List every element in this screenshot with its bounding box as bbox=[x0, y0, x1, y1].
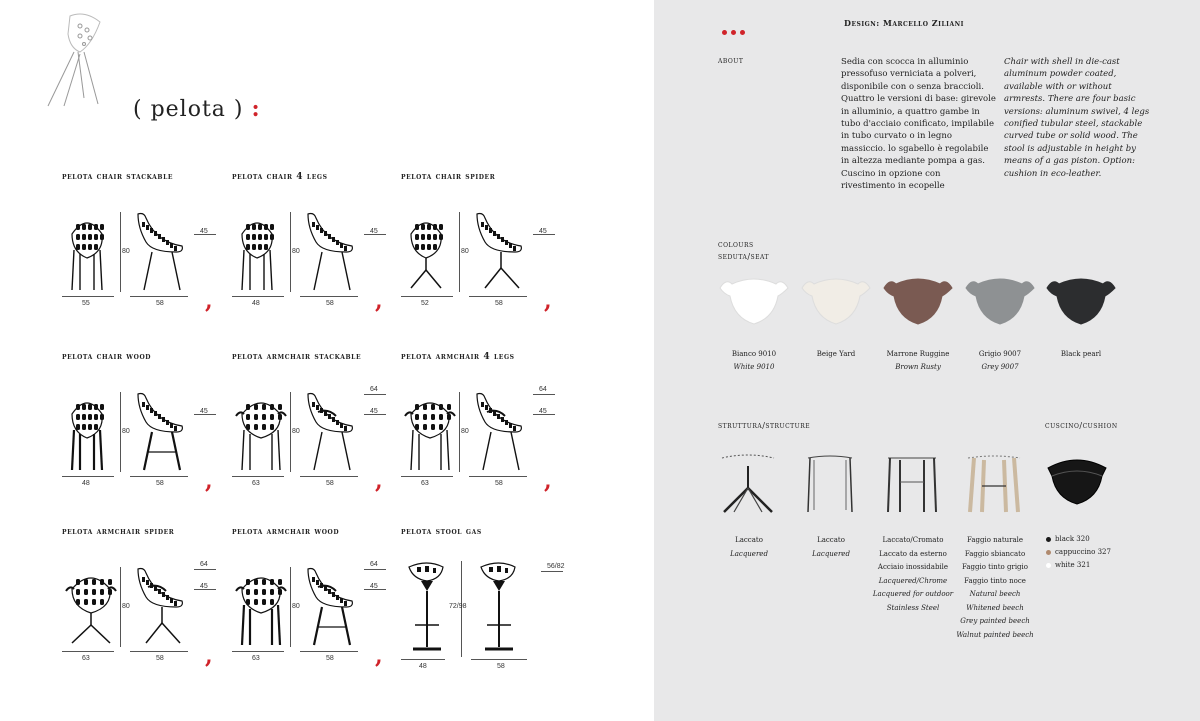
height-dimension: 80 bbox=[292, 603, 300, 610]
dimension-divider bbox=[290, 212, 291, 292]
structure-label-text: Laccato Lacquered bbox=[812, 536, 850, 558]
product-name: pelota armchair 4 legs bbox=[401, 352, 515, 362]
side-width-dimension: 58 bbox=[497, 663, 505, 670]
chair-side-view bbox=[134, 567, 190, 649]
red-dots-icon bbox=[722, 20, 745, 39]
structure-image bbox=[800, 454, 862, 516]
dimension-divider bbox=[120, 212, 121, 292]
front-width-line bbox=[401, 476, 453, 477]
front-width-line bbox=[232, 476, 284, 477]
side-width-dimension: 58 bbox=[495, 480, 503, 487]
side-width-line bbox=[130, 651, 188, 652]
front-width-dimension: 63 bbox=[252, 655, 260, 662]
swatch-shape bbox=[964, 278, 1036, 328]
chair-side-view bbox=[475, 561, 527, 653]
chair-side-view bbox=[304, 567, 360, 649]
side-width-dimension: 58 bbox=[326, 655, 334, 662]
cushion-colour-item bbox=[1046, 535, 1090, 543]
height-dimension: 80 bbox=[461, 428, 469, 435]
chair-front-view bbox=[234, 567, 298, 649]
side-width-dimension: 58 bbox=[156, 480, 164, 487]
product-name: pelota chair spider bbox=[401, 172, 496, 182]
about-label: about bbox=[718, 56, 744, 65]
side-width-line bbox=[130, 296, 188, 297]
arm-height-dimension: 64 bbox=[370, 386, 378, 393]
product-name: pelota armchair stackable bbox=[232, 352, 362, 362]
swatch-shape bbox=[718, 278, 790, 328]
chair-side-view bbox=[473, 212, 529, 294]
chair-front-view bbox=[403, 392, 467, 474]
red-comma-mark: , bbox=[544, 288, 552, 314]
product-name: pelota armchair wood bbox=[232, 527, 340, 537]
front-width-line bbox=[401, 659, 445, 660]
red-comma-mark: , bbox=[375, 468, 383, 494]
front-width-line bbox=[401, 296, 453, 297]
side-width-dimension: 58 bbox=[156, 300, 164, 307]
front-width-dimension: 48 bbox=[419, 663, 427, 670]
cushion-colour-label: black 320 bbox=[1055, 535, 1090, 543]
cushion-colour-item bbox=[1046, 548, 1111, 556]
seat-height-dimension: 45 bbox=[370, 583, 378, 590]
arm-height-dimension: 64 bbox=[539, 386, 547, 393]
product-name: pelota armchair spider bbox=[62, 527, 175, 537]
dimension-divider bbox=[120, 392, 121, 472]
chair-front-view bbox=[234, 392, 298, 474]
swatch-label: Grigio 9007 Grey 9007 bbox=[978, 350, 1022, 371]
title-text: ( pelota ) bbox=[133, 97, 244, 122]
colour-dot-icon bbox=[1046, 550, 1051, 555]
chair-front-view bbox=[403, 212, 457, 294]
swatch-shape bbox=[800, 278, 872, 328]
colours-label: colours seduta/seat bbox=[718, 240, 770, 261]
red-comma-mark: , bbox=[205, 288, 213, 314]
height-dimension: 80 bbox=[122, 248, 130, 255]
chair-front-view bbox=[64, 392, 118, 474]
seat-height-dimension: 45 bbox=[200, 583, 208, 590]
structure-image bbox=[882, 454, 944, 516]
chair-side-view bbox=[134, 392, 190, 474]
front-width-dimension: 52 bbox=[421, 300, 429, 307]
height-dimension: 72/98 bbox=[449, 603, 467, 610]
arm-height-line bbox=[194, 569, 216, 570]
front-width-dimension: 48 bbox=[252, 300, 260, 307]
chair-side-view bbox=[134, 212, 190, 294]
swatch-label: Bianco 9010 White 9010 bbox=[731, 350, 777, 371]
front-width-line bbox=[232, 651, 284, 652]
side-width-dimension: 58 bbox=[156, 655, 164, 662]
front-width-dimension: 55 bbox=[82, 300, 90, 307]
seat-height-dimension: 56/82 bbox=[547, 563, 565, 570]
chair-side-view bbox=[473, 392, 529, 474]
dimension-divider bbox=[459, 212, 460, 292]
side-width-dimension: 58 bbox=[326, 480, 334, 487]
chair-front-view bbox=[234, 212, 288, 294]
height-dimension: 80 bbox=[292, 428, 300, 435]
dimension-divider bbox=[459, 392, 460, 472]
structure-label-text: Faggio naturale Faggio sbiancato Faggio tinto grigio Faggio tinto noce Natural beech Whitened beech Grey painted beech Walnut painted beech bbox=[956, 536, 1034, 639]
red-comma-mark: , bbox=[205, 643, 213, 669]
side-width-dimension: 58 bbox=[495, 300, 503, 307]
seat-height-dimension: 45 bbox=[200, 408, 208, 415]
red-comma-mark: , bbox=[544, 468, 552, 494]
about-italian: Sedia con scocca in alluminio pressofuso verniciata a polveri, disponibile con o senza braccioli. Quattro le versioni di base: girevole in alluminio, a quattro gambe in tubo d'acciaio conificato, impilabile in tubo curvato o in legno massiccio. lo sgabello è regolabile in altezza mediante pompa a gas. Cuscino in opzione con rivestimento in ecopelle bbox=[841, 57, 996, 192]
red-comma-mark: , bbox=[205, 468, 213, 494]
product-name: pelota chair 4 legs bbox=[232, 172, 328, 182]
swatch-shape bbox=[882, 278, 954, 328]
front-width-line bbox=[232, 296, 284, 297]
swatch-label: Marrone Ruggine Brown Rusty bbox=[886, 350, 950, 371]
seat-height-dimension: 45 bbox=[539, 228, 547, 235]
front-width-dimension: 63 bbox=[252, 480, 260, 487]
cushion-colour-item bbox=[1046, 561, 1090, 569]
product-name: pelota chair wood bbox=[62, 352, 152, 362]
cushion-colour-label: white 321 bbox=[1055, 561, 1091, 569]
structure-label-text: Laccato/Cromato Laccato da esterno Acciaio inossidabile Lacquered/Chrome Lacquered for outdoor Stainless Steel bbox=[872, 536, 954, 612]
colour-dot-icon bbox=[1046, 563, 1051, 568]
seat-height-dimension: 45 bbox=[200, 228, 208, 235]
chair-side-view bbox=[304, 392, 360, 474]
colour-dot-icon bbox=[1046, 537, 1051, 542]
product-name: pelota chair stackable bbox=[62, 172, 174, 182]
dimension-divider bbox=[120, 567, 121, 647]
page-title bbox=[133, 96, 261, 122]
side-width-line bbox=[130, 476, 188, 477]
height-dimension: 80 bbox=[122, 603, 130, 610]
arm-height-dimension: 64 bbox=[200, 561, 208, 568]
side-width-line bbox=[469, 296, 527, 297]
about-english: Chair with shell in die-cast aluminum powder coated, available with or without armrests. There are four basic versions: aluminum swivel, 4 legs conified tubular steel, stackable curved tube or solid wood. The stool is adjustable in height by means of a gas piston. Option: cushion in eco-leather. bbox=[1004, 57, 1150, 179]
hero-chair-image bbox=[40, 8, 110, 108]
chair-side-view bbox=[304, 212, 360, 294]
side-width-line bbox=[469, 476, 527, 477]
cushion-image bbox=[1042, 454, 1112, 514]
front-width-line bbox=[62, 651, 114, 652]
height-dimension: 80 bbox=[292, 248, 300, 255]
structure-image bbox=[964, 454, 1026, 516]
seat-height-dimension: 45 bbox=[370, 228, 378, 235]
arm-height-dimension: 64 bbox=[370, 561, 378, 568]
red-comma-mark: , bbox=[375, 643, 383, 669]
product-name: pelota stool gas bbox=[401, 527, 482, 537]
seat-height-dimension: 45 bbox=[370, 408, 378, 415]
height-dimension: 80 bbox=[461, 248, 469, 255]
side-width-line bbox=[300, 476, 358, 477]
swatch-label: Beige Yard bbox=[816, 350, 856, 358]
cushion-label: cuscino/cushion bbox=[1045, 421, 1118, 430]
front-width-dimension: 63 bbox=[82, 655, 90, 662]
seat-height-dimension: 45 bbox=[539, 408, 547, 415]
right-page bbox=[654, 0, 1200, 721]
arm-height-line bbox=[533, 394, 555, 395]
front-width-line bbox=[62, 296, 114, 297]
cushion-colour-label: cappuccino 327 bbox=[1055, 548, 1111, 556]
front-width-line bbox=[62, 476, 114, 477]
front-width-dimension: 63 bbox=[421, 480, 429, 487]
seat-height-line bbox=[541, 571, 563, 572]
red-comma-mark: , bbox=[375, 288, 383, 314]
title-colon: : bbox=[251, 96, 261, 122]
swatch-label: Black pearl bbox=[1060, 350, 1102, 358]
side-width-line bbox=[300, 651, 358, 652]
chair-front-view bbox=[64, 212, 118, 294]
structure-label: struttura/structure bbox=[718, 421, 811, 430]
front-width-dimension: 48 bbox=[82, 480, 90, 487]
side-width-line bbox=[300, 296, 358, 297]
chair-front-view bbox=[64, 567, 128, 649]
arm-height-line bbox=[364, 569, 386, 570]
structure-label-text: Laccato Lacquered bbox=[730, 536, 768, 558]
designer-credit: Design: Marcello Ziliani bbox=[844, 18, 964, 28]
swatch-shape bbox=[1045, 278, 1117, 328]
side-width-dimension: 58 bbox=[326, 300, 334, 307]
height-dimension: 80 bbox=[122, 428, 130, 435]
structure-image bbox=[718, 454, 780, 516]
dimension-divider bbox=[290, 567, 291, 647]
side-width-line bbox=[471, 659, 527, 660]
dimension-divider bbox=[290, 392, 291, 472]
arm-height-line bbox=[364, 394, 386, 395]
